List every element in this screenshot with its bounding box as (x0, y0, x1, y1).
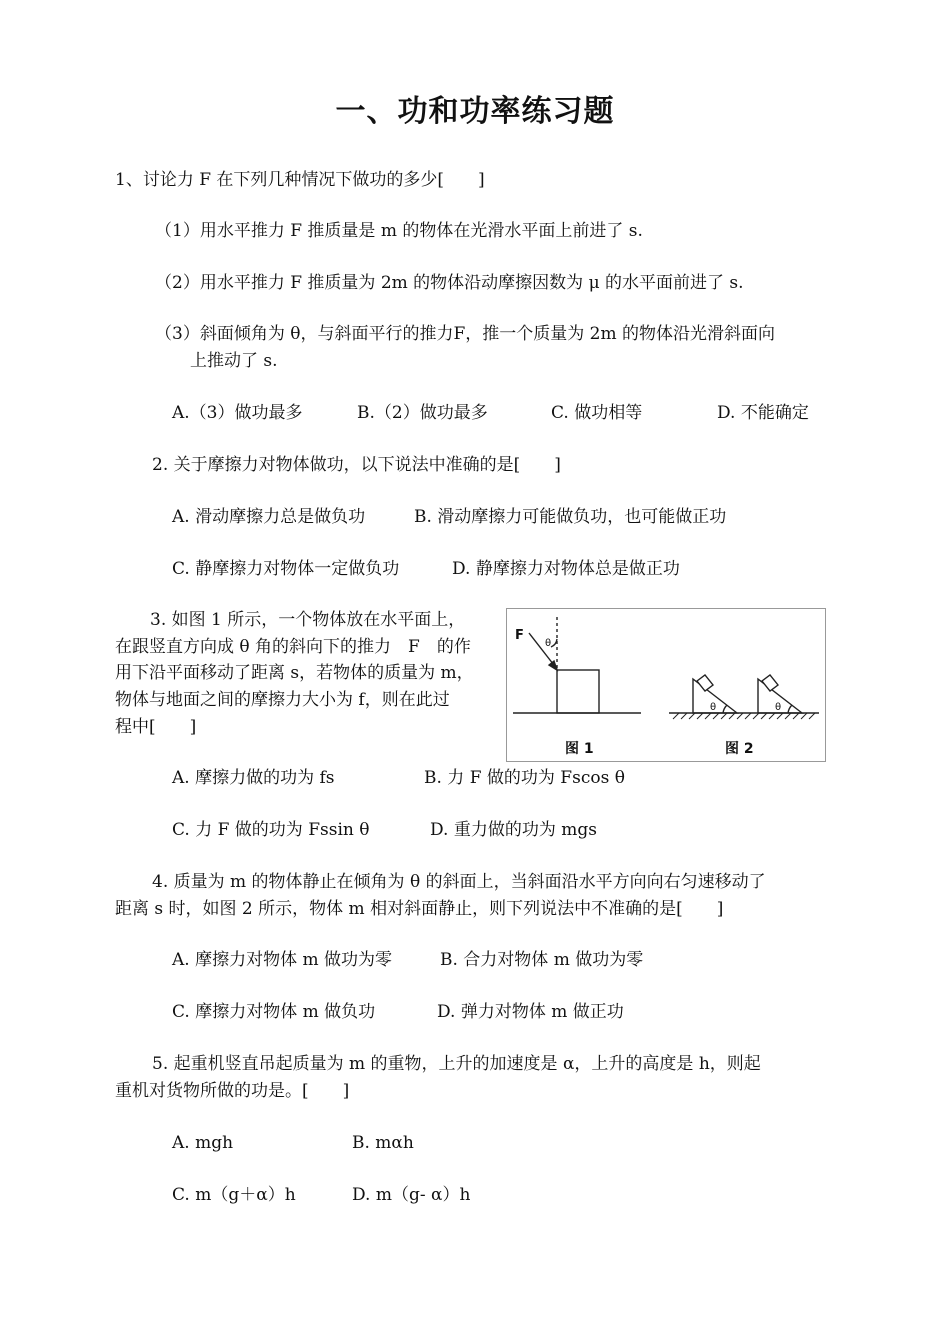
q4-line-2: 距离 s 时，如图 2 所示，物体 m 相对斜面静止，则下列说法中不准确的是[ ] (115, 899, 724, 919)
q1-case-3-line-2: 上推动了 s. (190, 351, 278, 371)
q4-option-a: A. 摩擦力对物体 m 做功为零 (172, 950, 393, 970)
fig1-block (557, 670, 599, 713)
q1-case-2: （2）用水平推力 F 推质量为 2m 的物体沿动摩擦因数为 μ 的水平面前进了 s. (155, 273, 744, 293)
fig2-block-left (697, 675, 713, 691)
fig2-label-theta-right: θ (775, 702, 782, 713)
q1-option-d: D. 不能确定 (717, 403, 809, 423)
fig2-angle-arc-left (723, 705, 727, 713)
page-title: 一、功和功率练习题 (335, 94, 615, 129)
q5-option-b: B. mαh (352, 1133, 414, 1153)
q3-option-b: B. 力 F 做的功为 Fscos θ (424, 768, 625, 788)
q3-option-d: D. 重力做的功为 mgs (430, 820, 597, 840)
q1-stem: 1、讨论力 F 在下列几种情况下做功的多少[ ] (115, 170, 485, 190)
q3-option-a: A. 摩擦力做的功为 fs (172, 768, 335, 788)
q4-option-d: D. 弹力对物体 m 做正功 (437, 1002, 624, 1022)
fig1-caption: 图 1 (565, 741, 594, 757)
q3-line-1: 3. 如图 1 所示，一个物体放在水平面上， (150, 610, 466, 630)
q5-option-a: A. mgh (172, 1133, 234, 1153)
q5-line-2: 重机对货物所做的功是。[ ] (115, 1081, 350, 1101)
q2-option-c: C. 静摩擦力对物体一定做负功 (172, 559, 400, 579)
figure-2 (669, 675, 819, 719)
q3-line-5: 程中[ ] (115, 717, 197, 737)
fig2-ground-hatching (673, 713, 815, 719)
q4-option-c: C. 摩擦力对物体 m 做负功 (172, 1002, 376, 1022)
q3-line-4: 物体与地面之间的摩擦力大小为 f，则在此过 (115, 690, 450, 710)
q1-case-3-line-1: （3）斜面倾角为 θ，与斜面平行的推力F，推一个质量为 2m 的物体沿光滑斜面向 (155, 324, 775, 344)
fig1-label-f: F (515, 628, 524, 643)
q5-line-1: 5. 起重机竖直吊起质量为 m 的重物，上升的加速度是 α，上升的高度是 h，则起 (152, 1054, 761, 1074)
figure-1 (513, 617, 641, 713)
q1-option-a: A.（3）做功最多 (172, 403, 303, 423)
q1-case-1: （1）用水平推力 F 推质量是 m 的物体在光滑水平面上前进了 s. (155, 221, 643, 241)
q2-option-b: B. 滑动摩擦力可能做负功，也可能做正功 (414, 507, 727, 527)
q5-option-d: D. m（g- α）h (352, 1185, 471, 1205)
q1-option-c: C. 做功相等 (551, 403, 643, 423)
q5-option-c: C. m（g＋α）h (172, 1185, 296, 1205)
q4-option-b: B. 合力对物体 m 做功为零 (440, 950, 644, 970)
fig2-block-right (762, 675, 778, 691)
fig2-label-theta-left: θ (710, 702, 717, 713)
q2-stem: 2. 关于摩擦力对物体做功，以下说法中准确的是[ ] (152, 455, 561, 475)
fig1-angle-arc (551, 639, 557, 647)
q3-option-c: C. 力 F 做的功为 Fssin θ (172, 820, 370, 840)
q1-option-b: B.（2）做功最多 (357, 403, 488, 423)
physics-figure (506, 608, 826, 762)
fig1-force-arrowhead (549, 661, 557, 670)
q3-line-3: 用下沿平面移动了距离 s，若物体的质量为 m， (115, 663, 474, 683)
q2-option-a: A. 滑动摩擦力总是做负功 (172, 507, 366, 527)
fig1-label-theta: θ (545, 638, 552, 649)
q4-line-1: 4. 质量为 m 的物体静止在倾角为 θ 的斜面上，当斜面沿水平方向向右匀速移动了 (152, 872, 766, 892)
fig2-angle-arc-right (788, 705, 792, 713)
fig2-caption: 图 2 (725, 741, 754, 757)
q3-line-2: 在跟竖直方向成 θ 角的斜向下的推力 F 的作 (115, 637, 471, 657)
q2-option-d: D. 静摩擦力对物体总是做正功 (452, 559, 680, 579)
